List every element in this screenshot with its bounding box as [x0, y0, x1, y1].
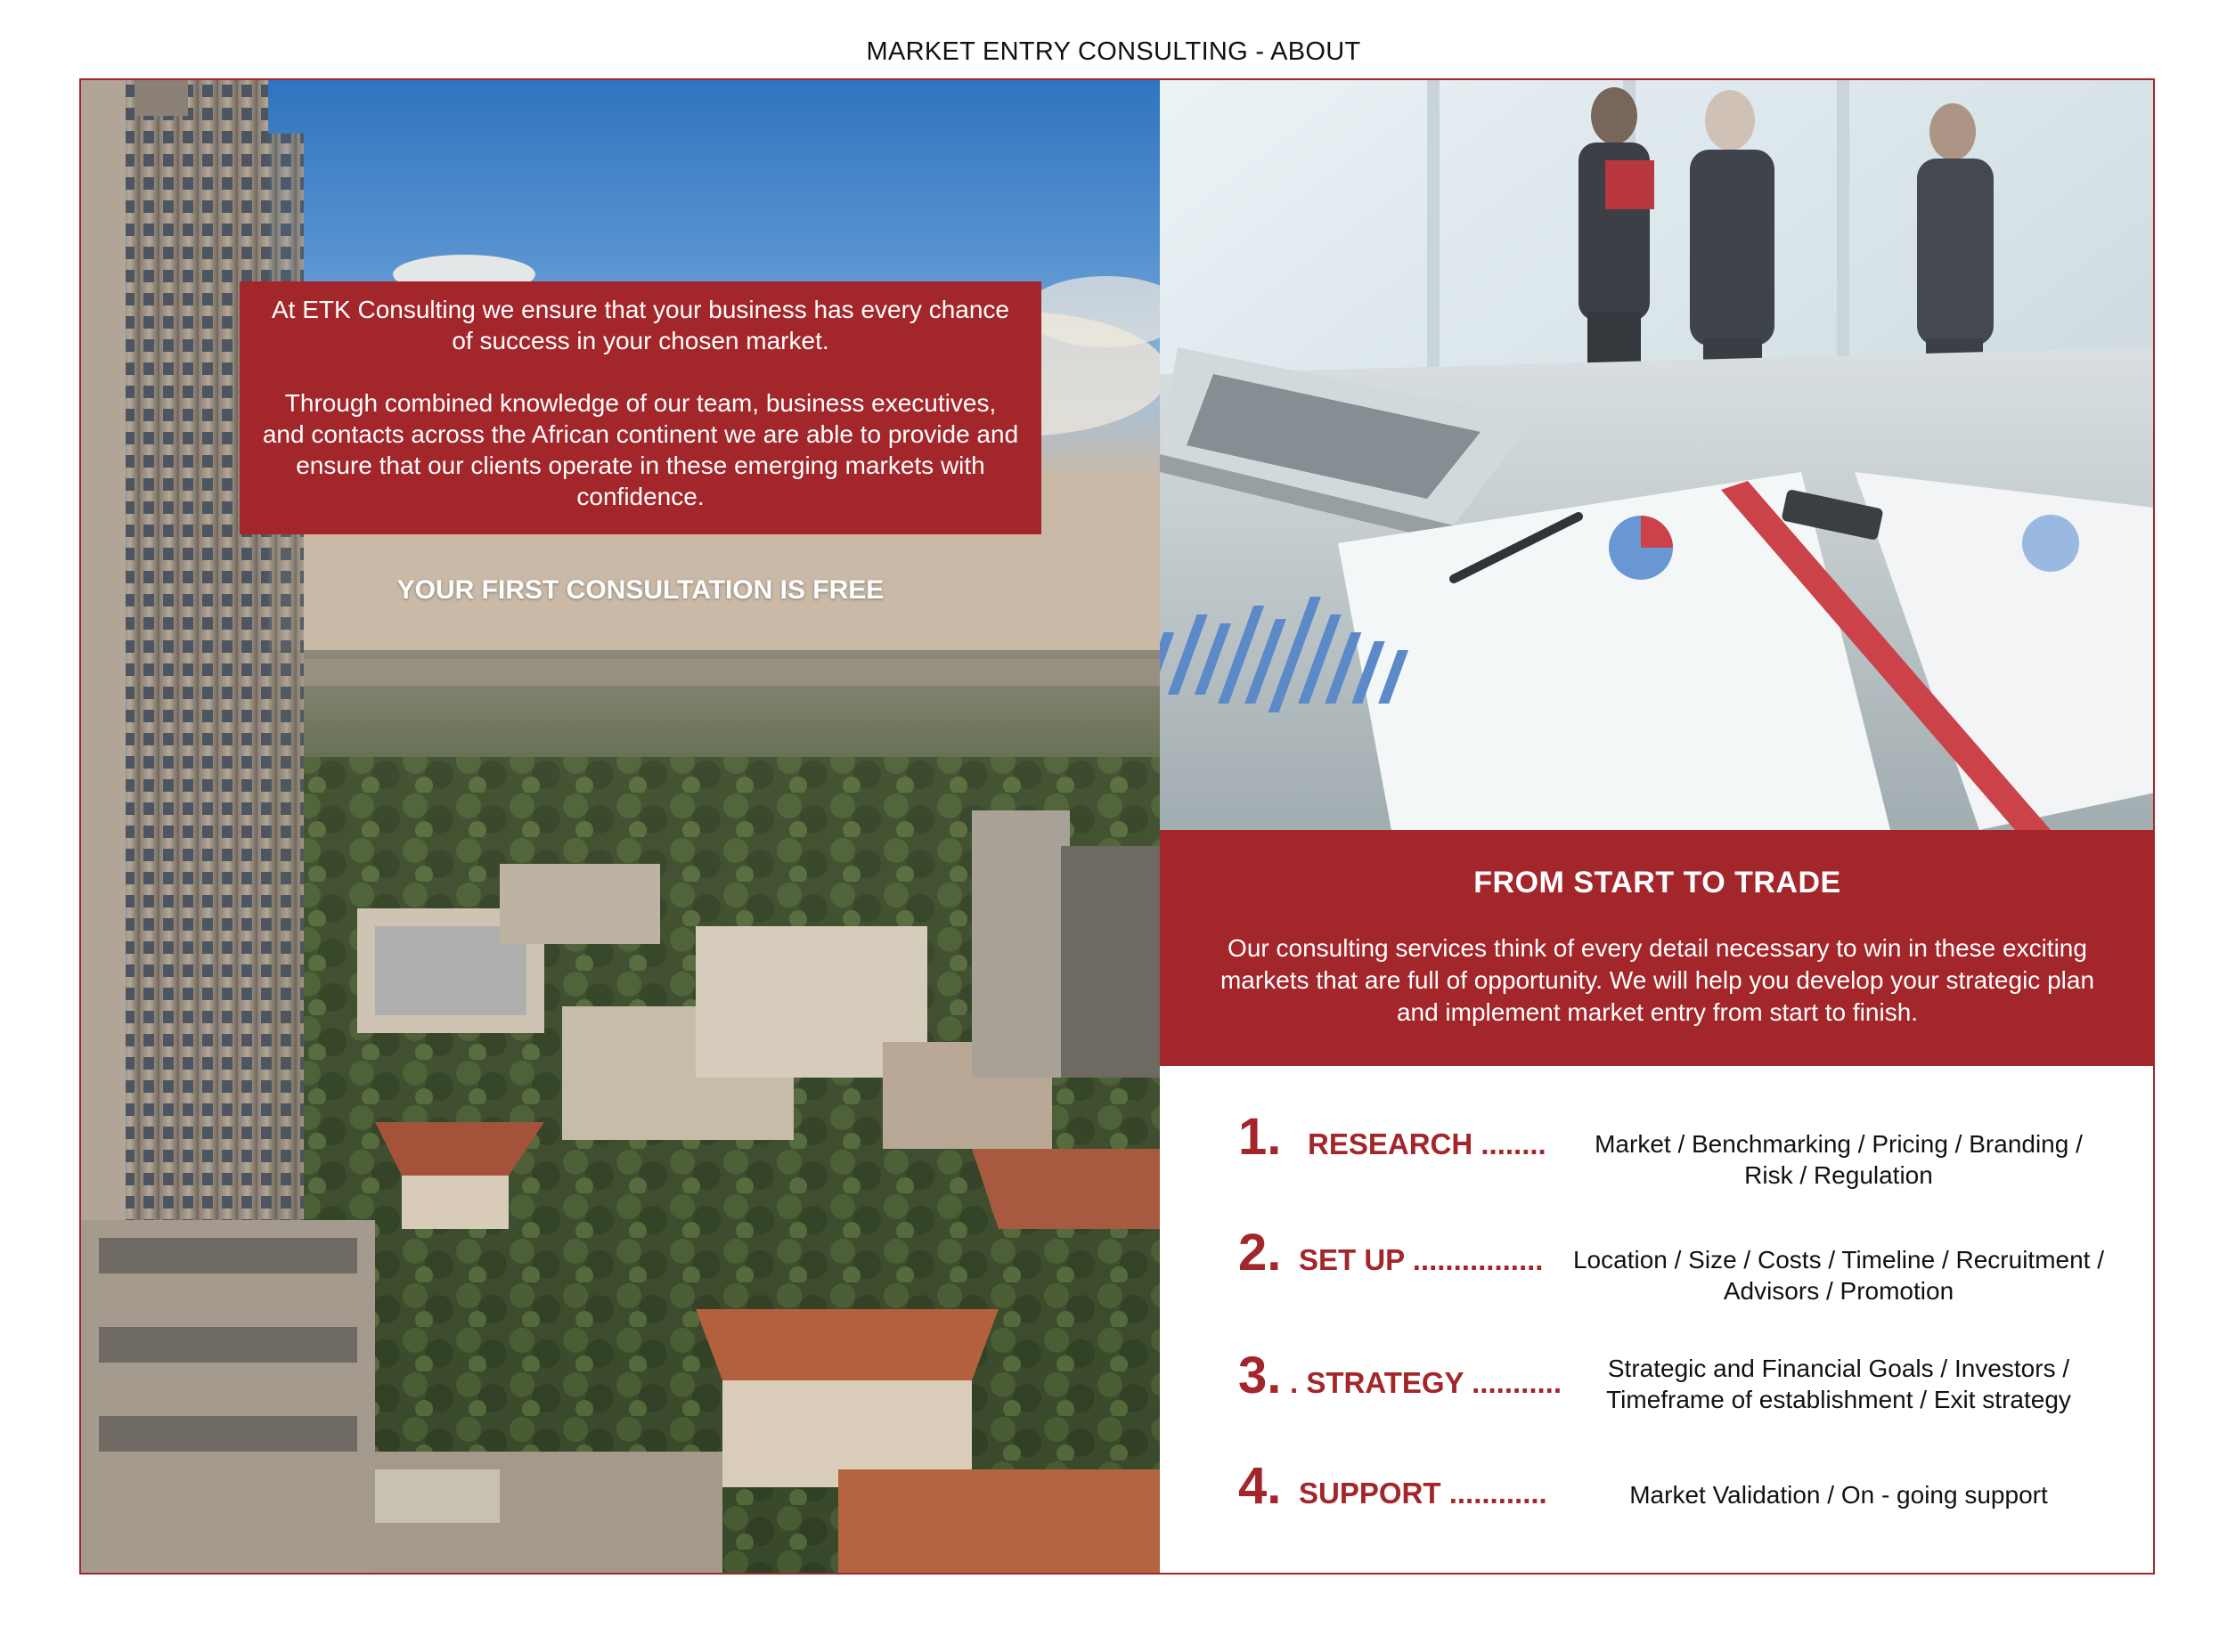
service-description: Location / Size / Costs / Timeline / Recruitment / Advisors / Promotion [1572, 1246, 2104, 1305]
service-item-support [1160, 1458, 2155, 1547]
service-name: . STRATEGY ........... [1290, 1366, 1562, 1399]
service-name: SET UP ................ [1299, 1243, 1544, 1276]
services-list [1160, 1066, 2155, 1573]
service-number: 3. [1238, 1347, 1282, 1404]
service-description: Market / Benchmarking / Pricing / Branding / Risk / Regulation [1595, 1130, 2083, 1189]
service-item-setup [1160, 1225, 2155, 1314]
content-frame [79, 78, 2155, 1575]
service-item-research [1160, 1109, 2155, 1198]
trade-description: Our consulting services think of every detail necessary to win in these exciting markets that are full of opportunity. We will help you develop your strategic plan and implement market entry from start to finish. [1220, 934, 2095, 1026]
start-to-trade-box [1160, 830, 2155, 1066]
intro-box [240, 281, 1041, 534]
service-number: 2. [1238, 1224, 1282, 1282]
free-consultation-callout: YOUR FIRST CONSULTATION IS FREE [396, 575, 885, 605]
service-item-strategy [1160, 1347, 2155, 1436]
service-name: RESEARCH ........ [1308, 1127, 1546, 1160]
service-description: Market Validation / On - going support [1629, 1481, 2048, 1509]
office-meeting-photo [1160, 80, 2155, 830]
service-number: 1. [1238, 1108, 1282, 1166]
service-number: 4. [1238, 1457, 1282, 1515]
service-name: SUPPORT ............ [1299, 1477, 1547, 1510]
service-description: Strategic and Financial Goals / Investors / Timeframe of establishment / Exit strategy [1606, 1355, 2071, 1413]
intro-paragraph-2: Through combined knowledge of our team, business executives, and contacts across the African continent we are able to provide and ensure that our clients operate in these emerging markets with confidence. [262, 389, 1019, 510]
page-title: MARKET ENTRY CONSULTING - ABOUT [866, 37, 1361, 66]
trade-heading: FROM START TO TRADE [1473, 866, 1841, 899]
intro-paragraph-1: At ETK Consulting we ensure that your business has every chance of success in your chosen market. [272, 296, 1009, 354]
